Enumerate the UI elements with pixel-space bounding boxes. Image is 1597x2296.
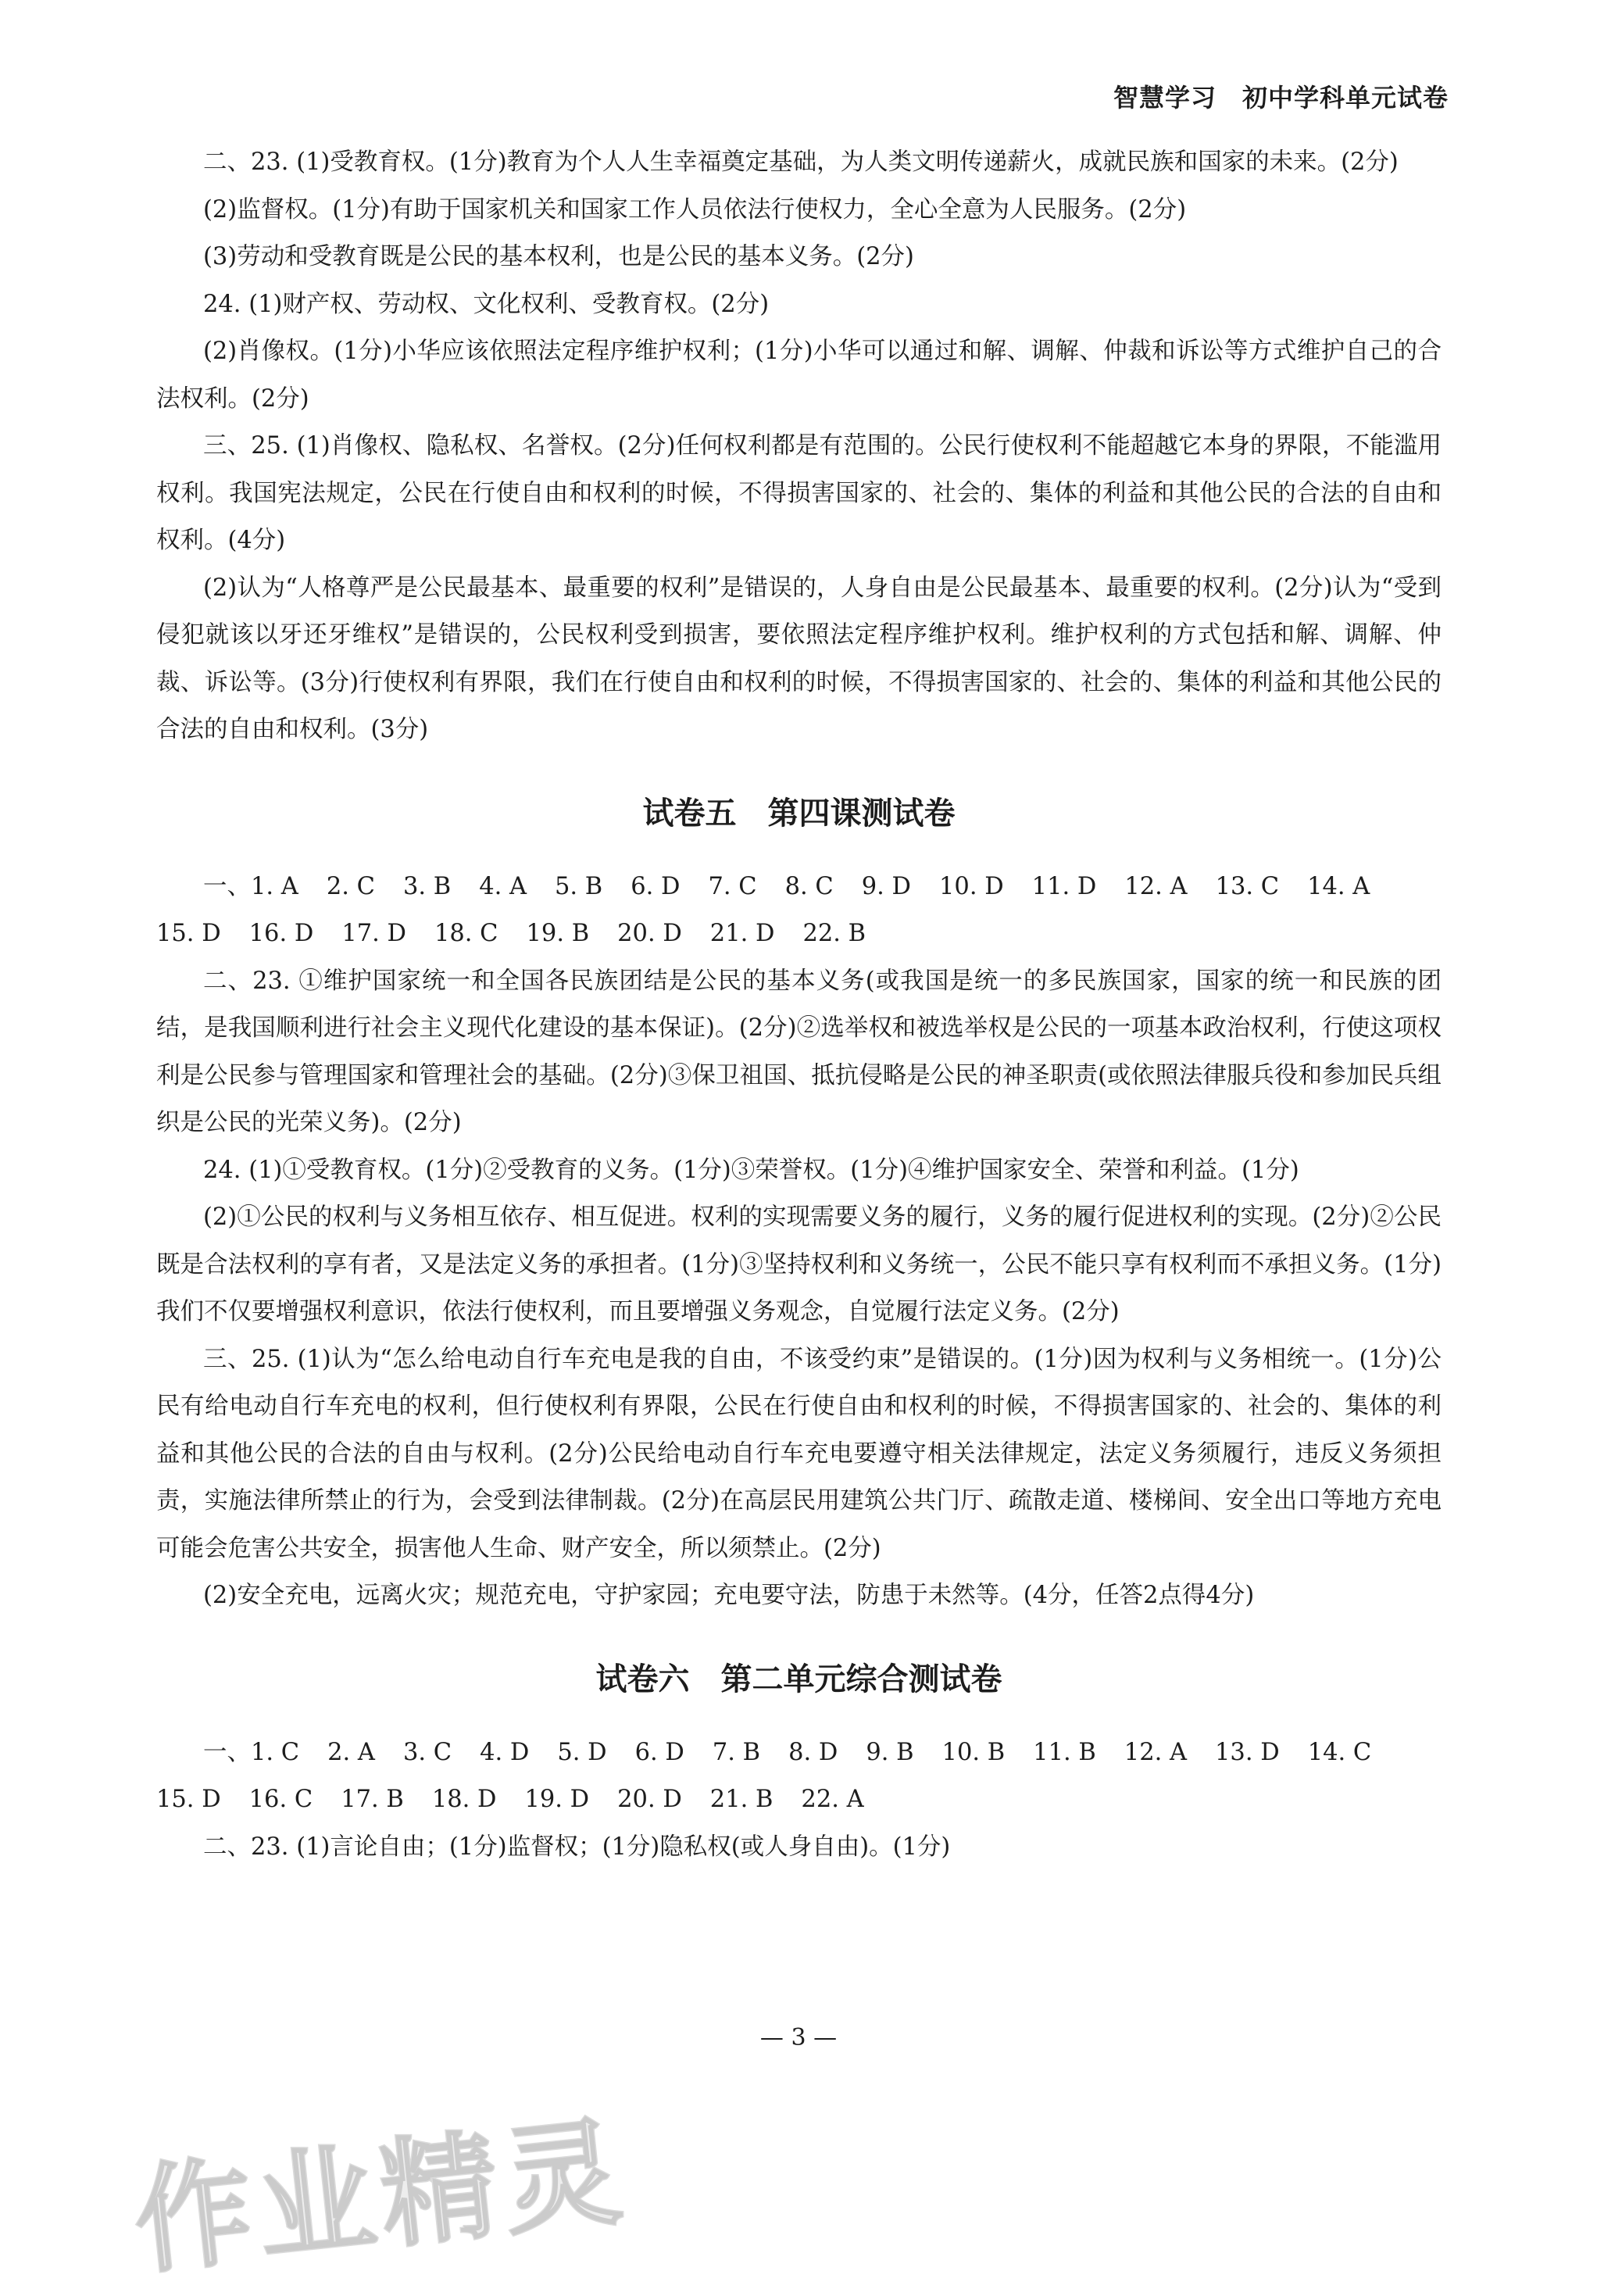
mc-line-2 [156,1776,1442,1824]
answer-paragraph: (2)认为“人格尊严是公民最基本、最重要的权利”是错误的，人身自由是公民最基本、最重要的权利。(2分)认为“受到侵犯就该以牙还牙维权”是错误的，公民权利受到损害，要依照法定程序维护权利。维护权利的方式包括和解、调解、仲裁、诉讼等。(3分)行使权利有界限，我们在行使自由和权利的时候，不得损害国家的、社会的、集体的利益和其他公民的合法的自由和权利。(3分) [156,574,1442,743]
mc-answer: 15. D [156,920,221,947]
mc-answer: 16. D [248,920,314,947]
answer-paragraph: 二、23. (1)受教育权。(1分)教育为个人人生幸福奠定基础，为人类文明传递薪火，成就民族和国家的未来。(2分) [203,148,1399,176]
mc-answer: 7. C [708,872,757,900]
mc-answer: 12. A [1124,872,1188,900]
answer-paragraph: (2)监督权。(1分)有助于国家机关和国家工作人员依法行使权力，全心全意为人民服务。(2分) [203,195,1187,224]
answer-paragraph: (2)安全充电，远离火灾；规范充电，守护家园；充电要守法，防患于未然等。(4分，任答2点得4分) [203,1582,1255,1609]
mc-answer: 8. C [784,872,834,900]
mc-answer: 14. A [1307,872,1370,900]
mc-answer: 21. D [709,920,775,947]
mc-answer: 18. C [434,920,498,947]
sec6-answers [156,1824,1442,1872]
answer-paragraph: 24. (1)财产权、劳动权、文化权利、受教育权。(2分) [203,290,770,318]
section-title-6: 试卷六 第二单元综合测试卷 [595,1661,1002,1697]
mc-answer: 3. C [402,1738,452,1766]
mc-answer: 11. D [1031,872,1097,900]
mc-answer: 18. D [431,1786,497,1813]
answer-paragraph: 三、25. (1)肖像权、隐私权、名誉权。(2分)任何权利都是有范围的。公民行使权利不能超越它本身的界限，不能滥用权利。我国宪法规定，公民在行使自由和权利的时候，不得损害国家的、社会的、集体的利益和其他公民的合法的自由和权利。(4分) [156,432,1442,554]
mc-line-2 [156,910,1442,958]
mc-answer: 1. A [251,872,298,900]
mc-answer: 2. C [326,872,375,900]
mc-answer: 17. B [341,1786,404,1813]
mc-answer: 4. A [479,872,527,900]
mc-answer: 12. A [1124,1738,1188,1766]
page-number: — 3 — [759,2024,838,2051]
mc-answer: 8. D [788,1738,838,1766]
mc-line-1 [156,864,1442,911]
mc-answer: 22. B [802,920,866,947]
mc-prefix: 一、 [203,1738,251,1766]
mc-answer: 15. D [156,1786,221,1813]
mc-answer: 17. D [341,920,406,947]
mc-answer: 7. B [712,1738,761,1766]
answer-paragraph: 二、23. ①维护国家统一和全国各民族团结是公民的基本义务(或我国是统一的多民族国家，国家的统一和民族的团结，是我国顺利进行社会主义现代化建设的基本保证)。(2分)②选举权和被选举权是公民的一项基本政治权利，行使这项权利是公民参与管理国家和管理社会的基础。(2分)③保卫祖国、抵抗侵略是公民的神圣职责(或依照法律服兵役和参加民兵组织是公民的光荣义务)。(2分) [156,967,1442,1136]
mc-answer: 9. B [866,1738,914,1766]
mc-answer: 13. D [1215,1738,1280,1766]
sec6-multiple-choice [156,1729,1442,1824]
answer-paragraph: 24. (1)①受教育权。(1分)②受教育的义务。(1分)③荣誉权。(1分)④维护国家安全、荣誉和利益。(1分) [203,1156,1299,1184]
sec4-part2 [156,139,1442,754]
mc-line-1 [156,1729,1442,1777]
mc-answer: 10. D [939,872,1004,900]
mc-answer: 22. A [801,1786,864,1813]
mc-answer: 19. B [526,920,590,947]
mc-answer: 20. D [617,920,682,947]
header-title: 智慧学习 初中学科单元试卷 [1113,83,1449,113]
watermark-logo: 作业精灵 [128,2104,634,2291]
mc-answer: 4. D [480,1738,530,1766]
mc-answer: 21. B [709,1786,773,1813]
sec5-multiple-choice [156,864,1442,958]
answer-paragraph: 三、25. (1)认为“怎么给电动自行车充电是我的自由，不该受约束”是错误的。(1分)因为权利与义务相统一。(1分)公民有给电动自行车充电的权利，但行使权利有界限，公民在行使自由和权利的时候，不得损害国家的、社会的、集体的利益和其他公民的合法的自由与权利。(2分)公民给电动自行车充电要遵守相关法律规定，法定义务须履行，违反义务须担责，实施法律所禁止的行为，会受到法律制裁。(2分)在高层民用建筑公共门厅、疏散走道、楼梯间、安全出口等地方充电可能会危害公共安全，损害他人生命、财产安全，所以须禁止。(2分) [156,1345,1442,1562]
answer-paragraph: 二、23. (1)言论自由；(1分)监督权；(1分)隐私权(或人身自由)。(1分) [203,1833,951,1861]
answer-paragraph: (2)肖像权。(1分)小华应该依照法定程序维护权利；(1分)小华可以通过和解、调解、仲裁和诉讼等方式维护自己的合法权利。(2分) [156,338,1442,413]
sec5-answers [156,958,1442,1620]
mc-answer: 1. C [251,1738,300,1766]
mc-answer: 14. C [1307,1738,1372,1766]
mc-answer: 9. D [861,872,912,900]
mc-answer: 3. B [402,872,452,900]
section-title-5: 试卷五 第四课测试卷 [642,795,956,831]
mc-answer: 19. D [524,1786,590,1813]
mc-answer: 2. A [327,1738,375,1766]
answer-paragraph: (3)劳动和受教育既是公民的基本权利，也是公民的基本义务。(2分) [203,243,914,270]
mc-answer: 5. B [555,872,603,900]
answer-content [156,139,1442,1871]
mc-answer: 5. D [557,1738,607,1766]
mc-answer: 11. B [1033,1738,1096,1766]
mc-answer: 20. D [617,1786,682,1813]
mc-answer: 16. C [248,1786,313,1813]
mc-answer: 6. D [634,1738,684,1766]
mc-prefix: 一、 [203,872,251,900]
mc-answer: 6. D [631,872,681,900]
mc-answer: 10. B [941,1738,1006,1766]
mc-answer: 13. C [1215,872,1280,900]
answer-paragraph: (2)①公民的权利与义务相互依存、相互促进。权利的实现需要义务的履行，义务的履行促进权利的实现。(2分)②公民既是合法权利的享有者，又是法定义务的承担者。(1分)③坚持权利和义务统一，公民不能只享有权利而不承担义务。(1分)我们不仅要增强权利意识，依法行使权利，而且要增强义务观念，自觉履行法定义务。(2分) [156,1203,1442,1325]
